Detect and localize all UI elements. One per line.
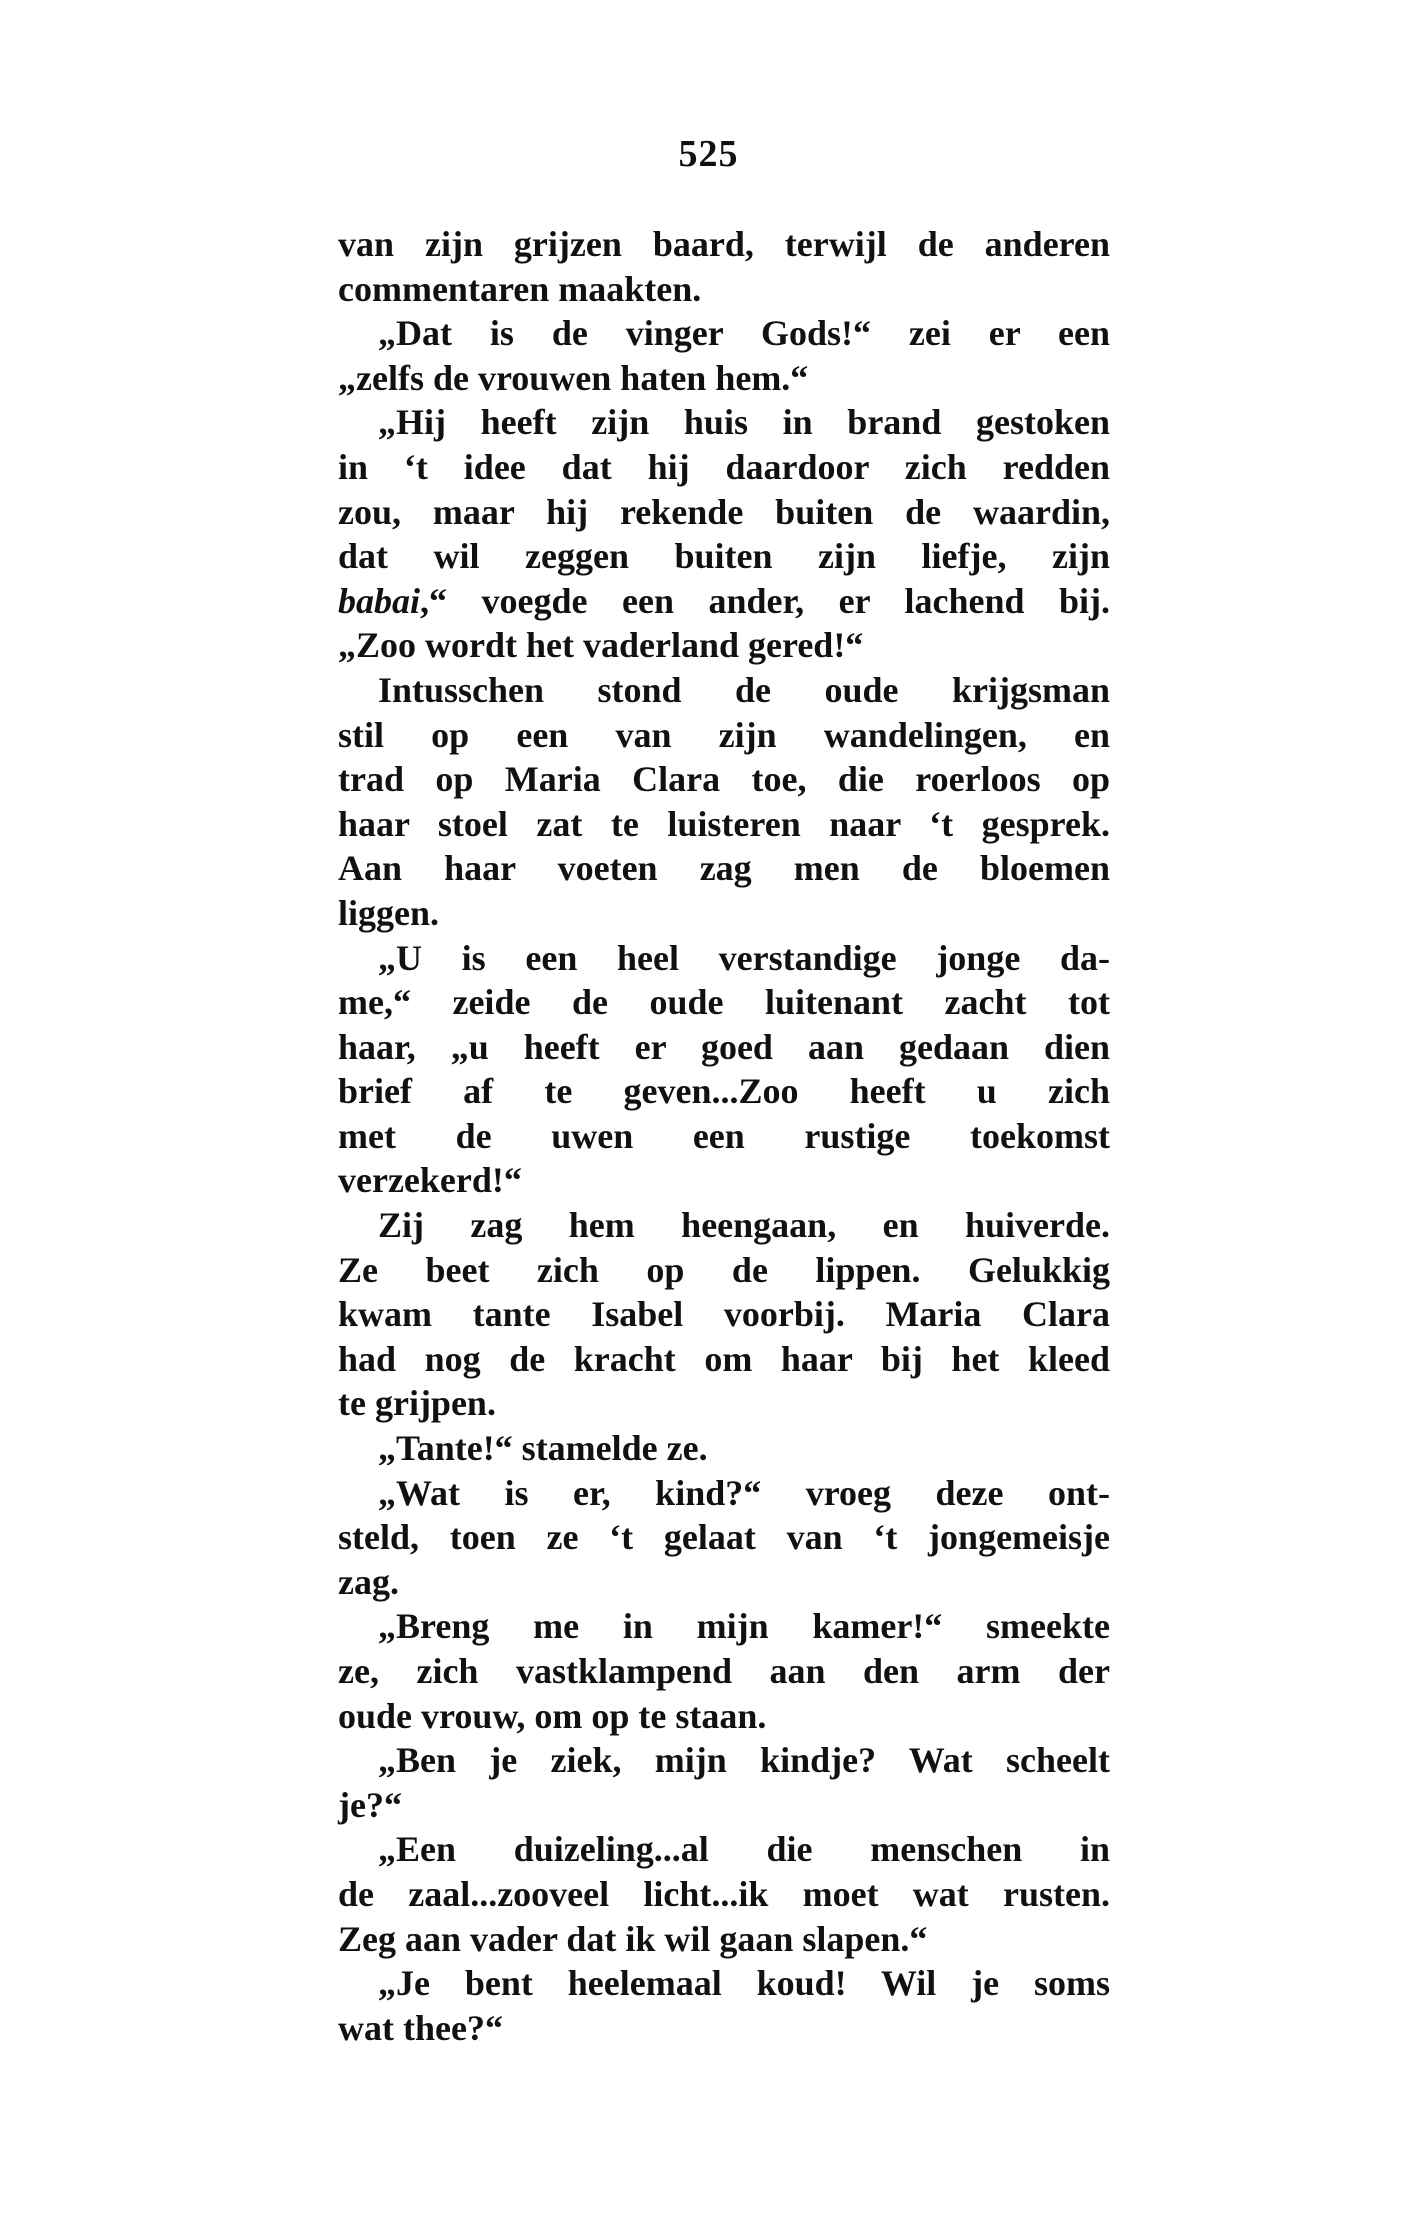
text-line: steld, toen ze ‘t gelaat van ‘t jongemeisje [338, 1517, 1110, 1558]
text-line: „Dat is de vinger Gods!“ zei er een [378, 313, 1110, 354]
text-line: Ze beet zich op de lippen. Gelukkig [338, 1249, 1110, 1290]
italic-word: babai [338, 580, 421, 621]
text-line: stil op een van zijn wandelingen, en [338, 714, 1110, 755]
text-line-rest: ,“ voegde een ander, er lachend bij. [420, 580, 1110, 621]
text-line [338, 579, 1110, 624]
text-line: „Wat is er, kind?“ vroeg deze ont- [378, 1472, 1110, 1513]
text-line: de zaal...zooveel licht...ik moet wat rusten. [338, 1873, 1110, 1914]
text-line: van zijn grijzen baard, terwijl de anderen [338, 224, 1110, 264]
text-line: zag. [338, 1561, 399, 1602]
text-line: brief af te geven...Zoo heeft u zich [338, 1071, 1110, 1112]
text-line: commentaren maakten. [338, 268, 702, 309]
text-line: „Je bent heelemaal koud! Wil je soms [378, 1963, 1110, 2004]
text-line: trad op Maria Clara toe, die roerloos op [338, 759, 1110, 800]
text-line: „Ben je ziek, mijn kindje? Wat scheelt [378, 1740, 1110, 1781]
text-line: te grijpen. [338, 1383, 496, 1424]
text-line: had nog de kracht om haar bij het kleed [338, 1338, 1110, 1379]
text-line: met de uwen een rustige toekomst [338, 1115, 1110, 1156]
text-line: Intusschen stond de oude krijgsman [378, 669, 1110, 710]
text-line: „Tante!“ stamelde ze. [378, 1428, 708, 1469]
text-line: Zeg aan vader dat ik wil gaan slapen.“ [338, 1918, 928, 1959]
text-line: „U is een heel verstandige jonge da- [378, 937, 1110, 978]
text-line: liggen. [338, 892, 440, 933]
text-line: in ‘t idee dat hij daardoor zich redden [338, 446, 1110, 487]
text-line: wat thee?“ [338, 2007, 503, 2048]
text-line: haar, „u heeft er goed aan gedaan dien [338, 1026, 1110, 1067]
text-line: oude vrouw, om op te staan. [338, 1695, 767, 1736]
text-line: „Een duizeling...al die menschen in [378, 1829, 1110, 1870]
text-line: Aan haar voeten zag men de bloemen [338, 848, 1110, 889]
text-line: zou, maar hij rekende buiten de waardin, [338, 491, 1110, 532]
text-line: ze, zich vastklampend aan den arm der [338, 1651, 1110, 1691]
text-line: me,“ zeide de oude luitenant zacht tot [338, 982, 1110, 1023]
text-line: verzekerd!“ [338, 1160, 522, 1201]
page-number: 525 [678, 133, 739, 175]
text-line: „zelfs de vrouwen haten hem.“ [338, 357, 809, 398]
text-line: „Zoo wordt het vaderland gered!“ [338, 625, 864, 666]
body-text [338, 222, 1110, 2050]
text-line: haar stoel zat te luisteren naar ‘t gesprek. [338, 803, 1110, 844]
text-line: dat wil zeggen buiten zijn liefje, zijn [338, 536, 1110, 577]
text-line: „Breng me in mijn kamer!“ smeekte [378, 1606, 1110, 1647]
text-line: kwam tante Isabel voorbij. Maria Clara [338, 1294, 1110, 1335]
text-line: je?“ [338, 1784, 402, 1825]
text-line: „Hij heeft zijn huis in brand gestoken [378, 402, 1110, 443]
text-line: Zij zag hem heengaan, en huiverde. [378, 1205, 1110, 1246]
